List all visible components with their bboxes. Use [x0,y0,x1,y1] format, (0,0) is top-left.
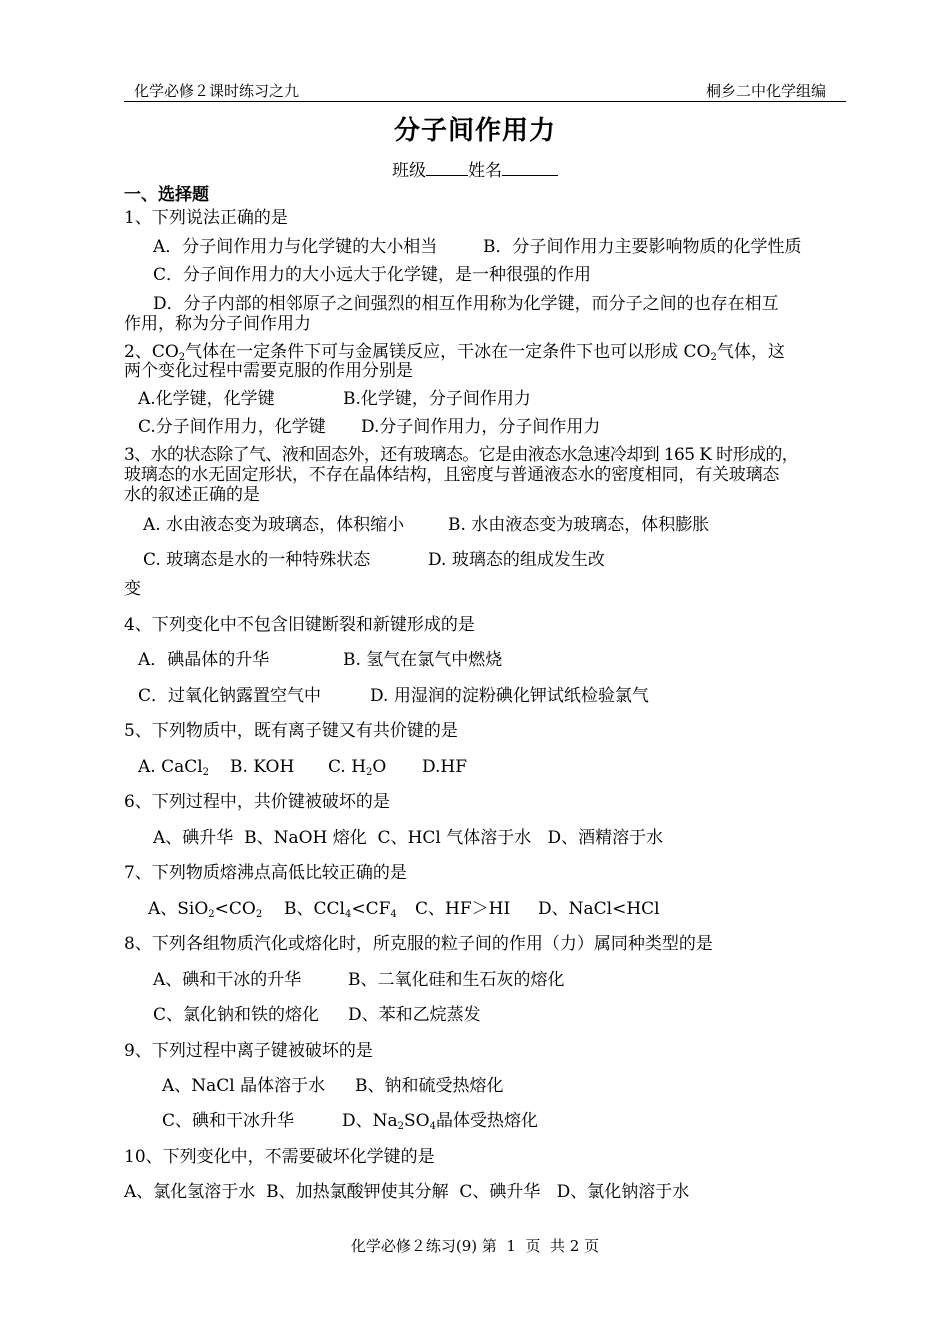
q7-option-d: D、NaCl<HCl [538,899,660,919]
q8-option-b: B、二氧化硅和生石灰的熔化 [348,970,565,990]
q4-option-c: C．过氧化钠露置空气中 [138,686,322,706]
q1-option-b: B．分子间作用力主要影响物质的化学性质 [483,237,802,257]
q1-option-c: C．分子间作用力的大小远大于化学键，是一种很强的作用 [153,265,592,285]
name-blank [502,159,558,176]
q4-stem: 4、下列变化中不包含旧键断裂和新键形成的是 [124,615,475,635]
q7-stem: 7、下列物质熔沸点高低比较正确的是 [124,863,407,883]
q10-stem: 10、下列变化中，不需要破坏化学键的是 [124,1147,435,1167]
page-title: 分子间作用力 [393,116,556,146]
q3-option-c: C. 玻璃态是水的一种特殊状态 [143,550,371,570]
q2-stem-line1: 2、$CO_2$气体在一定条件下可与金属镁反应，干冰在一定条件下也可以形成 $CO_2$气体，这 [124,342,785,363]
q8-option-d: D、苯和乙烷蒸发 [348,1005,481,1025]
class-label: 班级 [392,161,426,181]
section-title: 一、选择题 [124,185,209,205]
q9-option-d: D、$Na_2SO_4$晶体受热熔化 [342,1111,538,1132]
q2-option-a: A.化学键，化学键 [138,389,275,409]
name-label: 姓名 [468,161,502,181]
class-blank [426,159,468,176]
q9-option-b: B、钠和硫受热熔化 [355,1076,504,1096]
header-left: 化学必修２课时练习之九 [134,82,300,100]
q6-stem: 6、下列过程中，共价键被破坏的是 [124,792,390,812]
q1-option-a: A．分子间作用力与化学键的大小相当 [153,237,438,257]
header-divider [124,101,846,102]
q7-option-c: C、HF＞HI [415,899,511,919]
q9-option-a: A、NaCl 晶体溶于水 [162,1076,326,1096]
page-footer: 化学必修２练习(9) 第 1 页 共 2 页 [350,1237,600,1255]
q10-options: A、氯化氢溶于水 B、加热氯酸钾使其分解 C、碘升华 D、氯化钠溶于水 [124,1182,690,1202]
q5-option-a: A. CaCl$_2$ [138,757,210,778]
q4-option-d: D. 用湿润的淀粉碘化钾试纸检验氯气 [370,686,649,706]
q1-stem: 1、下列说法正确的是 [124,208,288,228]
q5-stem: 5、下列物质中，既有离子键又有共价键的是 [124,721,458,741]
class-name-line [0,156,950,181]
q3-option-a: A. 水由液态变为玻璃态，体积缩小 [143,515,405,535]
q2-stem-line2: 两个变化过程中需要克服的作用分别是 [124,361,413,381]
q2-option-d: D.分子间作用力，分子间作用力 [361,417,601,437]
q2-option-c: C.分子间作用力，化学键 [138,417,326,437]
q9-stem: 9、下列过程中离子键被破坏的是 [124,1041,373,1061]
q6-options: A、碘升华 B、NaOH 熔化 C、HCl 气体溶于水 D、酒精溶于水 [153,828,664,848]
q4-option-b: B. 氢气在氯气中燃烧 [343,650,503,670]
header-right: 桐乡二中化学组编 [706,82,827,100]
q5-option-c: C. $H_2O$ [328,757,387,778]
q7-option-a: A、$SiO_2<CO_2$ [148,899,263,920]
q4-option-a: A．碘晶体的升华 [138,650,270,670]
q3-option-d-cont: 变 [124,579,141,599]
q9-option-c: C、碘和干冰升华 [162,1111,295,1131]
q8-option-c: C、氯化钠和铁的熔化 [153,1005,320,1025]
q1-option-d-cont: 作用，称为分子间作用力 [124,314,311,334]
q5-option-b: B. KOH [230,757,295,777]
q3-stem-line2: 玻璃态的水无固定形状，不存在晶体结构，且密度与普通液态水的密度相同，有关玻璃态 [124,465,780,485]
q8-stem: 8、下列各组物质汽化或熔化时，所克服的粒子间的作用（力）属同种类型的是 [124,934,713,954]
q7-option-b: B、$CCl_4<CF_4$ [284,899,397,920]
q2-option-b: B.化学键，分子间作用力 [343,389,531,409]
q3-stem-line1: 3、水的状态除了气、液和固态外，还有玻璃态。它是由液态水急速冷却到 165 K 时形成的， [124,445,799,465]
q3-option-d: D. 玻璃态的组成发生改 [428,550,605,570]
q8-option-a: A、碘和干冰的升华 [153,970,302,990]
q1-option-d: D．分子内部的相邻原子之间强烈的相互作用称为化学键，而分子之间的也存在相互 [153,294,779,314]
q5-option-d: D.HF [422,757,468,777]
q3-option-b: B. 水由液态变为玻璃态，体积膨胀 [448,515,710,535]
q3-stem-line3: 水的叙述正确的是 [124,485,260,505]
